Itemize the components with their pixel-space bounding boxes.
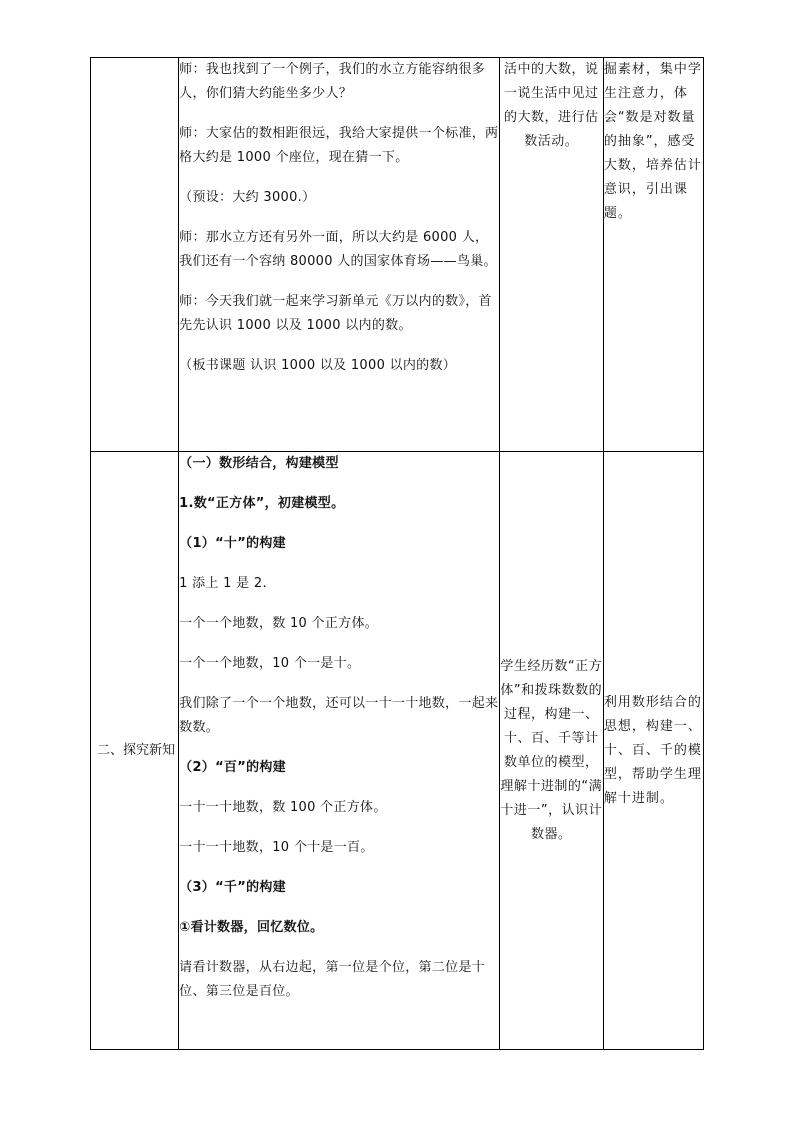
table-row [91, 58, 704, 452]
process-paragraph: 师：我也找到了一个例子，我们的水立方能容纳很多人，你们猜大约能坐多少人？ [179, 62, 486, 101]
section-heading: ①看计数器，回忆数位。 [179, 920, 324, 935]
section-heading: （一）数形结合，构建模型 [179, 456, 339, 471]
teaching-process-cell [179, 452, 500, 1050]
process-paragraph: 师：今天我们就一起来学习新单元《万以内的数》，首先先认识 1000 以及 1000 以内的数。 [179, 294, 492, 333]
section-heading: 1.数“正方体”，初建模型。 [179, 496, 345, 511]
section-heading: （2）“百”的构建 [179, 760, 286, 775]
section-heading: （1）“十”的构建 [179, 536, 286, 551]
process-paragraph: 师：大家估的数相距很远，我给大家提供一个标准，两格大约是 1000 个座位，现在猜一下。 [179, 126, 499, 165]
process-paragraph: 师：那水立方还有另外一面，所以大约是 6000 人，我们还有一个容纳 80000 人的国家体育场——鸟巢。 [179, 230, 497, 269]
student-activity-cell: 活中的大数，说一说生活中见过的大数，进行估数活动。 [499, 58, 603, 452]
process-paragraph: 1 添上 1 是 2. [179, 576, 267, 591]
section-heading: （3）“千”的构建 [179, 880, 286, 895]
process-paragraph: 一十一十地数，数 100 个正方体。 [179, 800, 387, 815]
student-activity-cell: 学生经历数“正方体”和拨珠数数的过程，构建一、十、百、千等计数单位的模型，理解十进制的“满十进一”，认识计数器。 [499, 452, 603, 1050]
table-row [91, 452, 704, 1050]
stage-cell [91, 58, 179, 452]
process-paragraph: （板书课题 认识 1000 以及 1000 以内的数） [179, 358, 457, 373]
stage-cell: 二、探究新知 [91, 452, 179, 1050]
process-paragraph: 一个一个地数，数 10 个正方体。 [179, 616, 379, 631]
teaching-process-cell [179, 58, 500, 452]
process-paragraph: 我们除了一个一个地数，还可以一十一十地数，一起来数数。 [179, 696, 499, 735]
process-paragraph: 一十一十地数，10 个十是一百。 [179, 840, 374, 855]
process-paragraph: （预设：大约 3000.） [179, 190, 316, 205]
design-intent-cell: 利用数形结合的思想，构建一、十、百、千的模型，帮助学生理解十进制。 [603, 452, 703, 1050]
lesson-plan-table [90, 57, 704, 1050]
design-intent-cell: 掘素材，集中学生注意力，体会“数是对数量的抽象”，感受大数，培养估计意识，引出课题。 [603, 58, 703, 452]
process-paragraph: 请看计数器，从右边起，第一位是个位，第二位是十位、第三位是百位。 [179, 960, 486, 999]
process-paragraph: 一个一个地数，10 个一是十。 [179, 656, 361, 671]
